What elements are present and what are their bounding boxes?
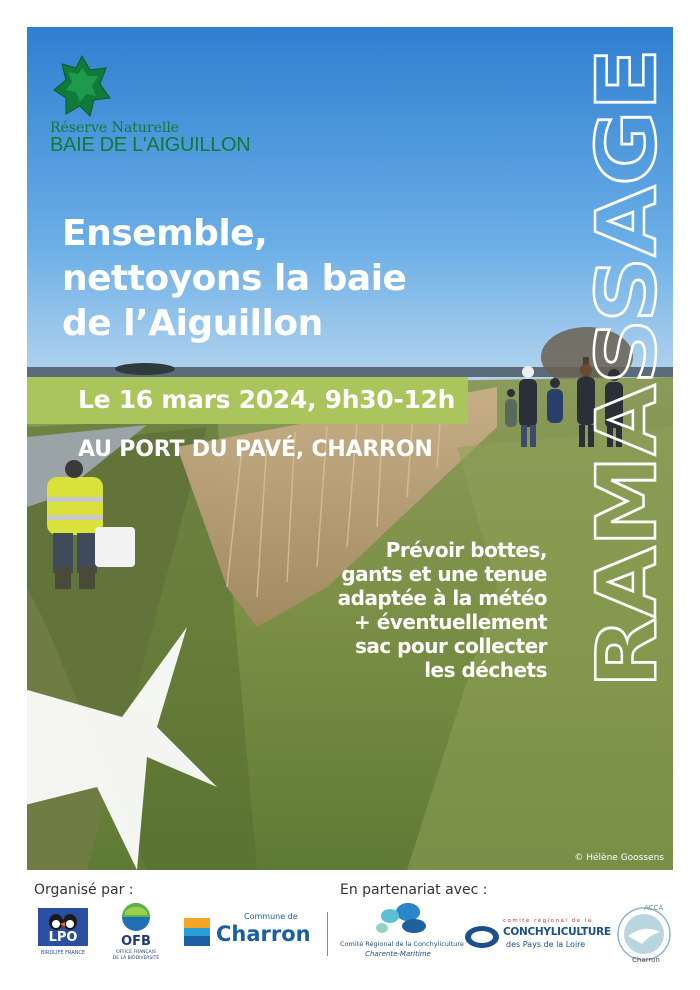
charron-name: Charron — [216, 922, 311, 946]
oyster-icon — [464, 924, 500, 950]
lpo-name: LPO — [48, 930, 78, 945]
event-location: AU PORT DU PAVÉ, CHARRON — [78, 437, 433, 462]
acca-bottom: Charron — [632, 956, 660, 964]
instruction-line: + éventuellement — [354, 610, 547, 634]
acca-logo — [614, 904, 674, 968]
crc-charente-line2: Charente-Maritime — [365, 950, 431, 958]
ofb-sub1: OFFICE FRANÇAIS — [116, 950, 156, 955]
crc-loire-name: CONCHYLICULTURE — [503, 926, 611, 938]
instruction-line: les déchets — [424, 658, 547, 682]
lpo-sub: BIRDLIFE FRANCE — [40, 950, 86, 956]
lpo-logo — [38, 908, 88, 962]
event-date: Le 16 mars 2024, 9h30-12h — [78, 385, 456, 414]
acca-top: ACCA — [644, 904, 664, 912]
headline — [62, 211, 406, 346]
footer-divider — [327, 912, 328, 956]
acca-bird-icon — [616, 906, 672, 962]
charron-logo — [180, 912, 310, 952]
instructions — [338, 538, 547, 682]
partners-label: En partenariat avec : — [340, 882, 488, 898]
headline-line: Ensemble, — [62, 213, 268, 254]
ofb-sub2: DE LA BIODIVERSITÉ — [112, 956, 160, 961]
crc-charente-logo — [340, 900, 464, 962]
headline-line: nettoyons la baie — [62, 258, 407, 299]
instruction-line: sac pour collecter — [354, 634, 547, 658]
date-banner — [27, 377, 468, 424]
instruction-line: gants et une tenue — [341, 562, 547, 586]
crc-charente-line1: Comité Régional de la Conchyliculture — [340, 940, 464, 948]
ofb-logo — [110, 902, 162, 962]
vertical-word — [580, 38, 675, 698]
vertical-word-text: RAMASSAGE — [580, 115, 675, 688]
photo-credit: © Hélène Goossens — [574, 853, 664, 863]
charron-emblem-icon — [182, 914, 214, 950]
star-icon — [52, 54, 112, 122]
headline-line: de l’Aiguillon — [62, 303, 323, 344]
ofb-name: OFB — [121, 934, 151, 949]
crc-loire-logo — [464, 918, 611, 952]
charron-small: Commune de — [244, 912, 298, 921]
instruction-line: adaptée à la météo — [337, 586, 547, 610]
shell-waves-icon — [368, 900, 428, 936]
crc-loire-small: comité régional de la — [503, 918, 593, 924]
instruction-line: Prévoir bottes, — [385, 538, 547, 562]
organised-label: Organisé par : — [34, 882, 134, 898]
crc-loire-sub: des Pays de la Loire — [506, 940, 586, 949]
logo-line1: Réserve Naturelle — [50, 120, 180, 136]
logo-line2: BAIE DE L'AIGUILLON — [50, 134, 251, 156]
ofb-globe-icon — [121, 902, 151, 932]
